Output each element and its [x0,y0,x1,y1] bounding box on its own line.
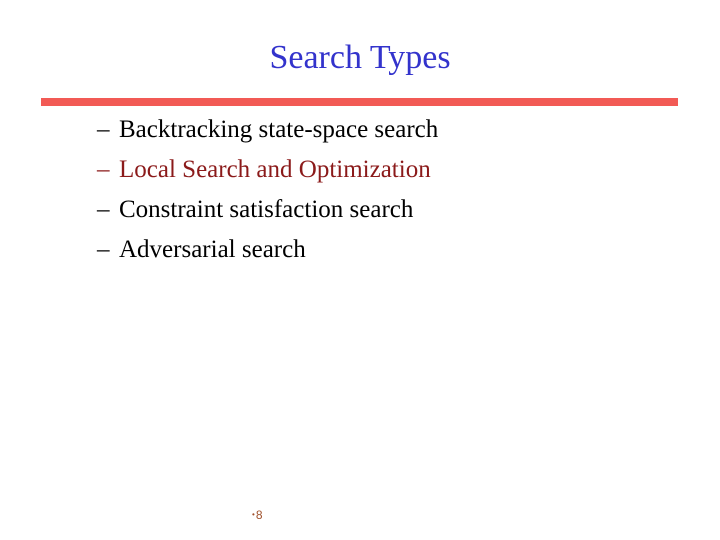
bullet-dash: – [97,156,110,183]
bullet-dash: – [97,236,110,263]
bullet-list [97,110,438,270]
bullet-item-constraint [97,190,438,230]
bullet-text: Backtracking state-space search [119,116,439,143]
bullet-dash: – [97,196,110,223]
slide-title: Search Types [269,39,451,76]
bullet-text: Adversarial search [119,236,306,263]
page-marker: • [252,510,255,519]
bullet-item-adversarial [97,230,438,270]
title-divider [41,98,678,106]
bullet-item-backtracking [97,110,438,150]
bullet-text: Constraint satisfaction search [119,196,414,223]
bullet-item-local-search [97,150,438,190]
bullet-dash: – [97,116,110,143]
page-number [252,507,263,523]
bullet-text: Local Search and Optimization [119,156,431,183]
page-number-text: 8 [255,508,263,522]
